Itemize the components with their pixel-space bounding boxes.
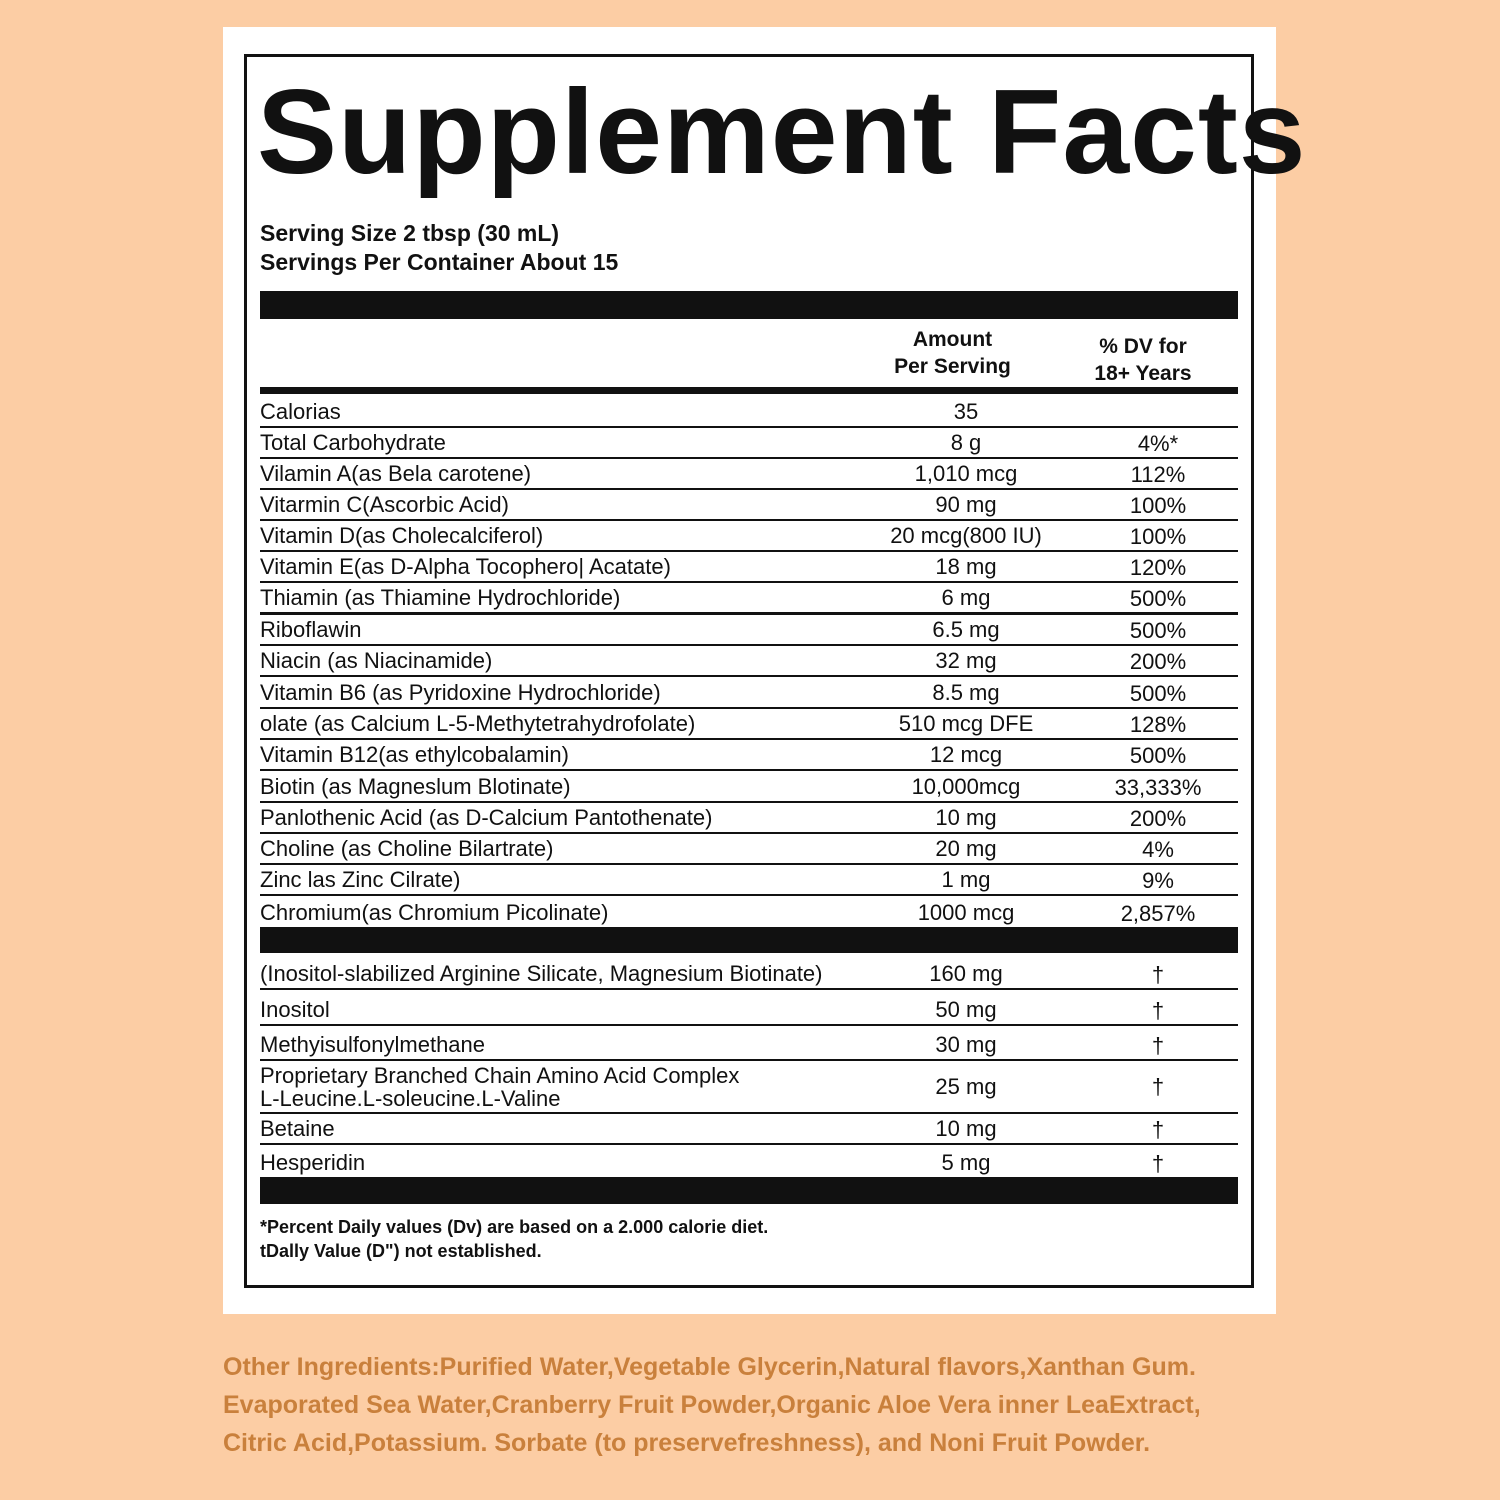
other-ingredients: Other Ingredients:Purified Water,Vegetable Glycerin,Natural flavors,Xanthan Gum. Evaporated Sea Water,Cranberry Fruit Powder,Organic Aloe Vera inner LeaExtract, Citric Acid,Potassium. Sorbate (to preservefreshness), and Noni Fruit Powder. [223,1353,1201,1457]
nutrient-row [260,677,1238,709]
nutrient-amount: 6 mg [941,585,991,610]
active-ingredient-name: Betaine [260,1116,335,1141]
nutrient-row [260,803,1238,834]
nutrient-dv: 500% [1129,743,1187,768]
nutrient-name: Total Carbohydrate [260,430,446,455]
nutrient-dv: 128% [1129,712,1187,737]
active-ingredient-name: Proprietary Branched Chain Amino Acid Complex L-Leucine.L-soleucine.L-Valine [260,1063,740,1111]
nutrient-dv: 4% [1142,837,1174,862]
serving-size: Serving Size 2 tbsp (30 mL) [260,220,560,246]
footnote-not-established: tDally Value (D") not established. [260,1241,542,1261]
nutrient-name: Vitarmin C(Ascorbic Acid) [260,492,509,517]
active-ingredient-amount: 160 mg [929,961,1003,986]
active-ingredient-dv: † [1151,962,1165,987]
amount-per-serving-header: Amount Per Serving [894,328,1011,378]
nutrient-amount: 32 mg [935,648,997,673]
nutrient-name: Riboflawin [260,617,362,642]
nutrient-amount: 10 mg [935,805,997,830]
active-ingredient-row [260,1114,1238,1145]
active-ingredient-dv: † [1151,1117,1165,1142]
active-ingredient-name: (Inositol-slabilized Arginine Silicate, Magnesium Biotinate) [260,961,823,986]
nutrient-name: Vitamin B6 (as Pyridoxine Hydrochloride) [260,680,661,705]
nutrient-dv: 100% [1129,493,1187,518]
active-ingredient-row [260,953,1238,990]
active-ingredient-amount: 25 mg [935,1074,997,1099]
servings-per-container: Servings Per Container About 15 [260,249,619,275]
active-ingredient-name: Methyisulfonylmethane [260,1032,486,1057]
active-ingredient-amount: 50 mg [935,997,997,1022]
nutrient-name: Vilamin A(as Bela carotene) [260,461,532,486]
nutrient-row [260,896,1238,927]
middle-divider-bar [260,927,1238,953]
nutrient-amount: 1 mg [941,867,991,892]
nutrient-name: Vitamin E(as D-Alpha Tocophero| Acatate) [260,554,671,579]
nutrient-name: Choline (as Choline Bilartrate) [260,836,554,861]
nutrient-row [260,615,1238,646]
nutrient-dv: 33,333% [1114,775,1202,800]
dv-header: % DV for 18+ Years [1094,335,1192,385]
active-ingredient-row [260,1061,1238,1114]
nutrient-dv: 120% [1129,555,1187,580]
active-ingredient-dv: † [1151,1033,1165,1058]
footnote-dv: *Percent Daily values (Dv) are based on a 2.000 calorie diet. [260,1217,769,1237]
nutrient-dv: 500% [1129,681,1187,706]
nutrient-amount: 510 mcg DFE [898,711,1034,736]
nutrient-dv: 4%* [1137,431,1179,456]
panel-title: Supplement Facts [257,65,1307,199]
nutrient-name: Biotin (as Magneslum Blotinate) [260,774,571,799]
nutrient-row [260,397,1238,428]
nutrient-row [260,552,1238,583]
nutrient-row [260,490,1238,521]
nutrient-row [260,740,1238,771]
nutrient-name: Zinc las Zinc Cilrate) [260,867,461,892]
active-ingredient-row [260,990,1238,1026]
nutrient-amount: 18 mg [935,554,997,579]
nutrient-row [260,834,1238,865]
bottom-divider-bar [260,1177,1238,1204]
active-ingredient-amount: 30 mg [935,1032,997,1057]
nutrient-amount: 12 mcg [929,742,1003,767]
nutrient-amount: 20 mg [935,836,997,861]
nutrient-name: Thiamin (as Thiamine Hydrochloride) [260,585,621,610]
nutrient-dv: 112% [1130,462,1186,487]
nutrient-dv: 100% [1129,524,1187,549]
active-ingredient-amount: 5 mg [941,1150,991,1175]
active-ingredient-name: Inositol [260,997,330,1022]
nutrient-amount: 8 g [950,430,982,455]
nutrient-dv: 2,857% [1120,901,1196,926]
nutrient-name: Calorias [260,399,341,424]
nutrient-dv: 200% [1129,806,1187,831]
nutrient-name: Vitamin B12(as ethylcobalamin) [260,742,569,767]
active-ingredient-amount: 10 mg [935,1116,997,1141]
nutrient-amount: 10,000mcg [911,774,1021,799]
active-ingredient-dv: † [1151,1151,1165,1176]
nutrient-row [260,583,1238,615]
header-divider [260,387,1238,394]
nutrient-row [260,646,1238,677]
nutrient-dv: 500% [1129,618,1187,643]
nutrient-row [260,709,1238,740]
nutrient-row [260,865,1238,896]
active-ingredient-dv: † [1151,1074,1165,1099]
nutrient-amount: 90 mg [935,492,997,517]
nutrient-amount: 1000 mcg [917,900,1015,925]
active-ingredient-row [260,1026,1238,1061]
nutrient-name: Niacin (as Niacinamide) [260,648,493,673]
nutrient-dv: 200% [1129,649,1187,674]
nutrient-name: Chromium(as Chromium Picolinate) [260,900,609,925]
nutrient-row [260,459,1238,490]
nutrient-dv: 9% [1142,868,1174,893]
nutrient-amount: 8.5 mg [932,680,1000,705]
nutrient-name: Panlothenic Acid (as D-Calcium Pantothenate) [260,805,713,830]
nutrient-amount: 20 mcg(800 IU) [890,523,1042,548]
nutrient-amount: 1,010 mcg [914,461,1018,486]
top-divider-bar [260,291,1238,319]
active-ingredient-dv: † [1151,998,1165,1023]
active-ingredient-name: Hesperidin [260,1150,366,1175]
nutrient-dv: 500% [1129,586,1187,611]
nutrient-row [260,771,1238,803]
nutrient-amount: 6.5 mg [932,617,1000,642]
nutrient-row [260,428,1238,459]
nutrient-amount: 35 [953,399,979,424]
nutrient-name: olate (as Calcium L-5-Methytetrahydrofolate) [260,711,696,736]
nutrient-name: Vitamin D(as Cholecalciferol) [260,523,544,548]
active-ingredient-row [260,1145,1238,1177]
nutrient-row [260,521,1238,552]
